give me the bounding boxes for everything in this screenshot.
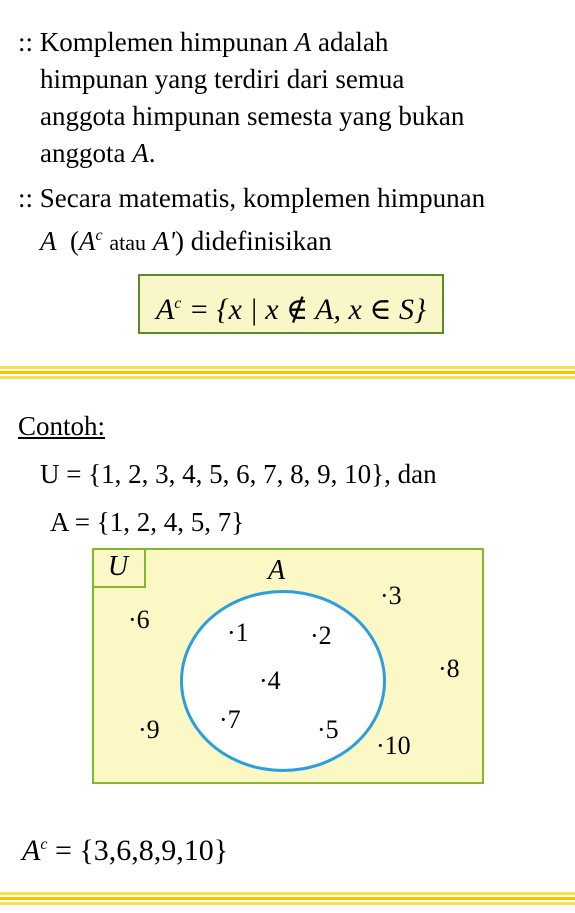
venn-element: ·2 [310,621,332,650]
paren: ) [175,226,185,256]
example-heading: Contoh: [18,411,106,441]
result-superscript: c [40,836,48,853]
definition-line-1 [18,24,568,61]
definition-text: didefinisikan [190,226,332,256]
venn-element: ·1 [227,618,249,647]
set-a-line: A = {1, 2, 4, 5, 7} [50,507,245,537]
universe-set-line: U = {1, 2, 3, 4, 5, 6, 7, 8, 9, 10}, dan [40,459,437,489]
set-a-symbol: A [294,27,312,57]
venn-set-a-label: A [268,555,286,586]
prime-symbol: A' [152,226,176,256]
venn-element: ·9 [138,715,160,744]
result-body: = {3,6,8,9,10} [47,834,229,867]
venn-element: ·6 [128,605,150,634]
venn-element: ·8 [438,654,460,683]
complement-formula-box [138,274,444,334]
venn-universe-label: U [92,548,146,588]
complement-result [22,824,228,872]
venn-element: ·7 [219,705,241,734]
period: . [148,138,156,168]
formula-body: = {x | x ∉ A, x ∈ S} [181,293,427,326]
venn-element: ·4 [259,666,281,695]
divider-bottom [0,892,575,907]
paren: ( [70,226,79,256]
math-definition-line-2 [18,217,573,261]
venn-element: ·10 [376,731,411,760]
definition-line-3: anggota himpunan semesta yang bukan [40,101,465,131]
set-a-symbol: A [132,138,149,168]
complement-superscript: c [95,227,103,244]
formula-lhs: A [155,293,175,326]
definition-text: adalah [317,27,389,57]
venn-element: ·3 [380,581,402,610]
definition-line-4 [18,135,568,172]
formula-superscript: c [174,295,182,312]
set-a-symbol: A [40,226,57,256]
venn-set-a-circle [180,590,386,772]
definition-text: anggota [40,138,126,168]
definition-line-2: himpunan yang terdiri dari semua [40,64,405,94]
complement-symbol: A [79,226,96,256]
atau-text: atau [109,230,147,255]
result-lhs: A [22,834,41,867]
divider-top [0,366,575,381]
math-definition-line-1: :: Secara matematis, komplemen himpunan [18,183,486,213]
definition-paragraph [18,24,568,172]
venn-element: ·5 [317,715,339,744]
math-definition-paragraph [18,180,573,261]
definition-prefix: :: Komplemen himpunan [18,27,288,57]
